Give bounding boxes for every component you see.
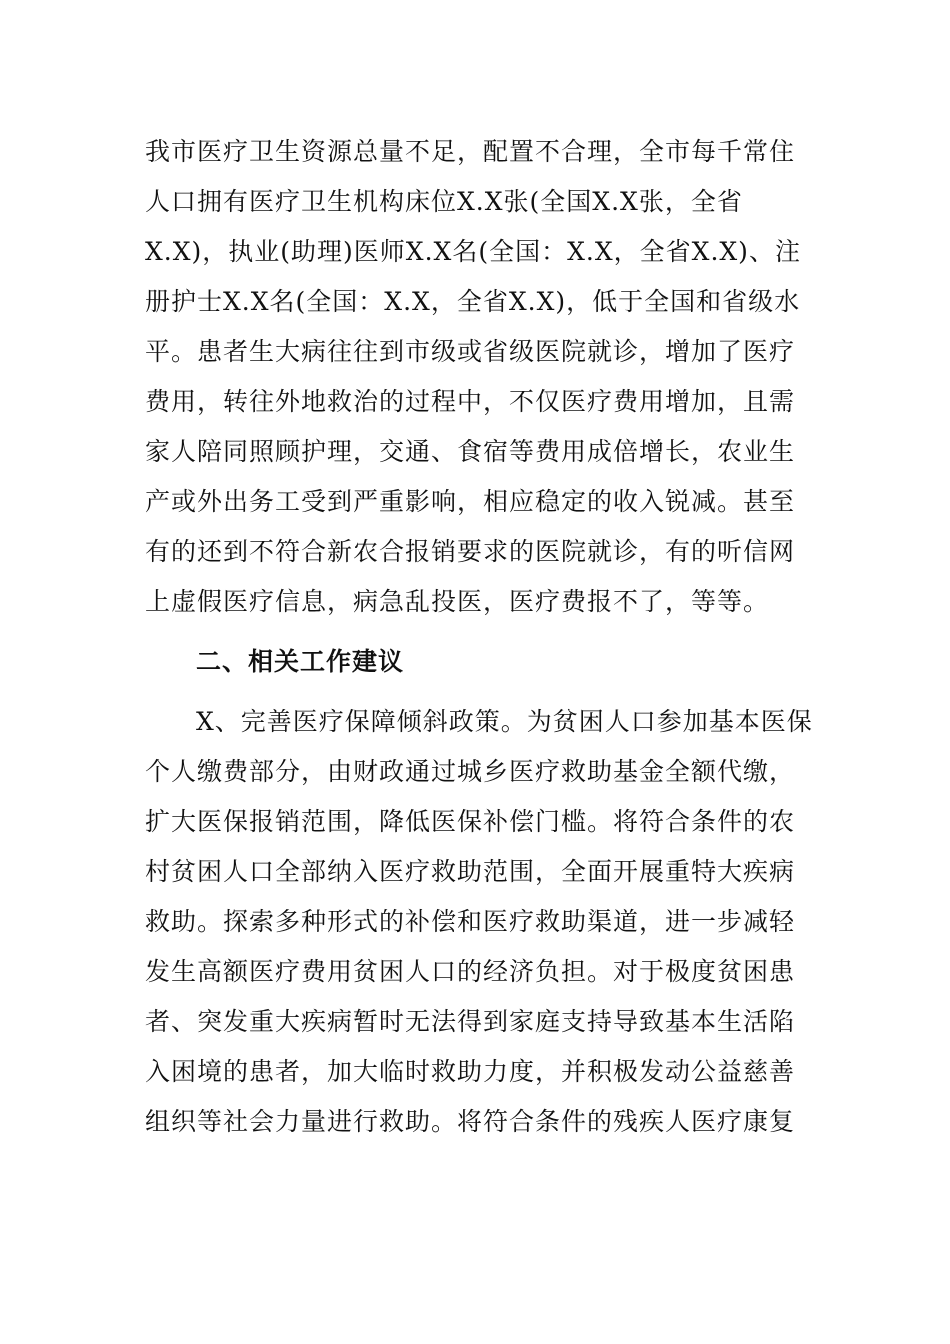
- paragraph-line: 组织等社会力量进行救助。将符合条件的残疾人医疗康复: [145, 1107, 796, 1136]
- paragraph-line: 费用，转往外地救治的过程中，不仅医疗费用增加，且需: [145, 387, 796, 416]
- paragraph-line: X、完善医疗保障倾斜政策。为贫困人口参加基本医保: [196, 707, 813, 736]
- paragraph-line: 入困境的患者，加大临时救助力度，并积极发动公益慈善: [145, 1057, 796, 1086]
- section-heading: 二、相关工作建议: [196, 647, 405, 676]
- paragraph-line: 村贫困人口全部纳入医疗救助范围，全面开展重特大疾病: [145, 857, 796, 886]
- paragraph-line: 个人缴费部分，由财政通过城乡医疗救助基金全额代缴，: [145, 757, 796, 786]
- paragraph-line: X.X)，执业(助理)医师X.X名(全国：X.X，全省X.X)、注: [145, 237, 801, 266]
- paragraph-line: 我市医疗卫生资源总量不足，配置不合理，全市每千常住: [145, 137, 796, 166]
- paragraph-line: 救助。探索多种形式的补偿和医疗救助渠道，进一步减轻: [145, 907, 796, 936]
- paragraph-line: 人口拥有医疗卫生机构床位X.X张(全国X.X张，全省: [145, 187, 743, 216]
- paragraph-line: 平。患者生大病往往到市级或省级医院就诊，增加了医疗: [145, 337, 796, 366]
- paragraph-line: 扩大医保报销范围，降低医保补偿门槛。将符合条件的农: [145, 807, 796, 836]
- paragraph-line: 产或外出务工受到严重影响，相应稳定的收入锐减。甚至: [145, 487, 796, 516]
- paragraph-line: 家人陪同照顾护理，交通、食宿等费用成倍增长，农业生: [145, 437, 796, 466]
- paragraph-line: 者、突发重大疾病暂时无法得到家庭支持导致基本生活陷: [145, 1007, 796, 1036]
- paragraph-line: 上虚假医疗信息，病急乱投医，医疗费报不了，等等。: [145, 587, 770, 616]
- paragraph-line: 发生高额医疗费用贫困人口的经济负担。对于极度贫困患: [145, 957, 796, 986]
- paragraph-line: 有的还到不符合新农合报销要求的医院就诊，有的听信网: [145, 537, 796, 566]
- paragraph-line: 册护士X.X名(全国：X.X，全省X.X)，低于全国和省级水: [145, 287, 801, 316]
